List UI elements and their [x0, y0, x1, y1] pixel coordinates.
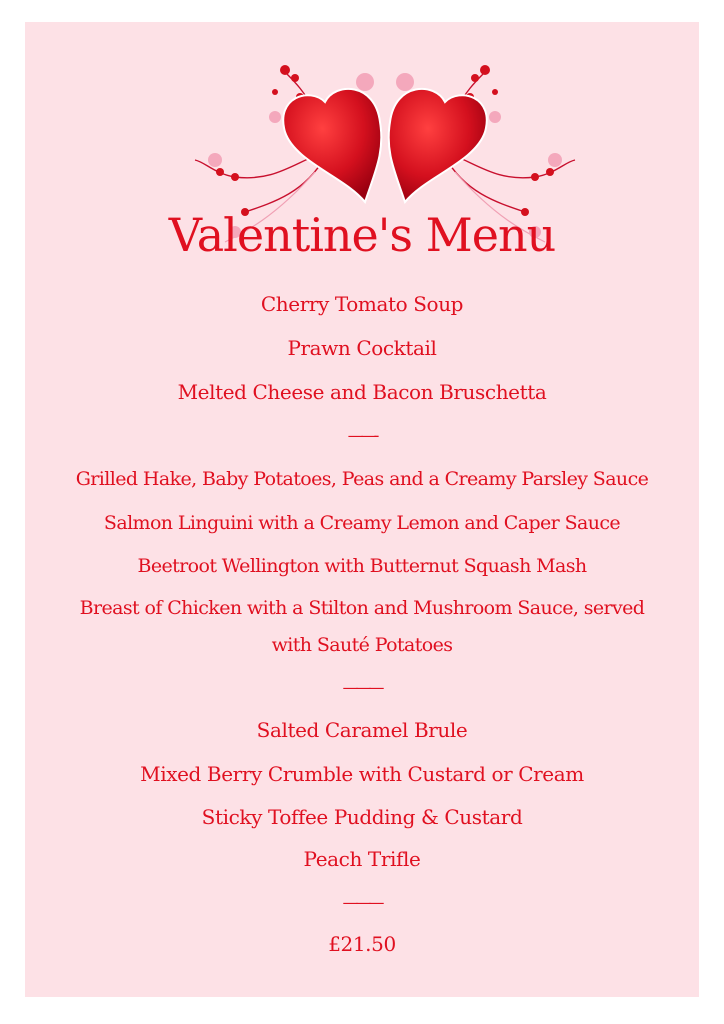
menu-title: Valentine's Menu [168, 208, 556, 262]
dessert-item: Sticky Toffee Pudding & Custard [201, 805, 523, 829]
dessert-item: Mixed Berry Crumble with Custard or Cream [140, 762, 584, 786]
section-separator: ——— [342, 893, 382, 912]
main-item: Breast of Chicken with a Stilton and Mushroom Sauce, served [79, 597, 645, 619]
dessert-item: Salted Caramel Brule [256, 718, 468, 742]
main-item: Salmon Linguini with a Creamy Lemon and Caper Sauce [103, 512, 621, 534]
main-item: Grilled Hake, Baby Potatoes, Peas and a Creamy Parsley Sauce [75, 468, 649, 490]
starter-item: Prawn Cocktail [287, 336, 437, 360]
menu-price: £21.50 [328, 932, 396, 956]
starter-item: Cherry Tomato Soup [260, 292, 464, 316]
main-item-continued: with Sauté Potatoes [271, 634, 453, 656]
section-separator: ——— [342, 678, 382, 697]
starter-item: Melted Cheese and Bacon Bruschetta [177, 380, 547, 404]
section-separator: ——- [347, 426, 377, 445]
dessert-item: Peach Trifle [303, 847, 421, 871]
main-item: Beetroot Wellington with Butternut Squash Mash [137, 555, 587, 577]
menu-card [25, 22, 699, 997]
